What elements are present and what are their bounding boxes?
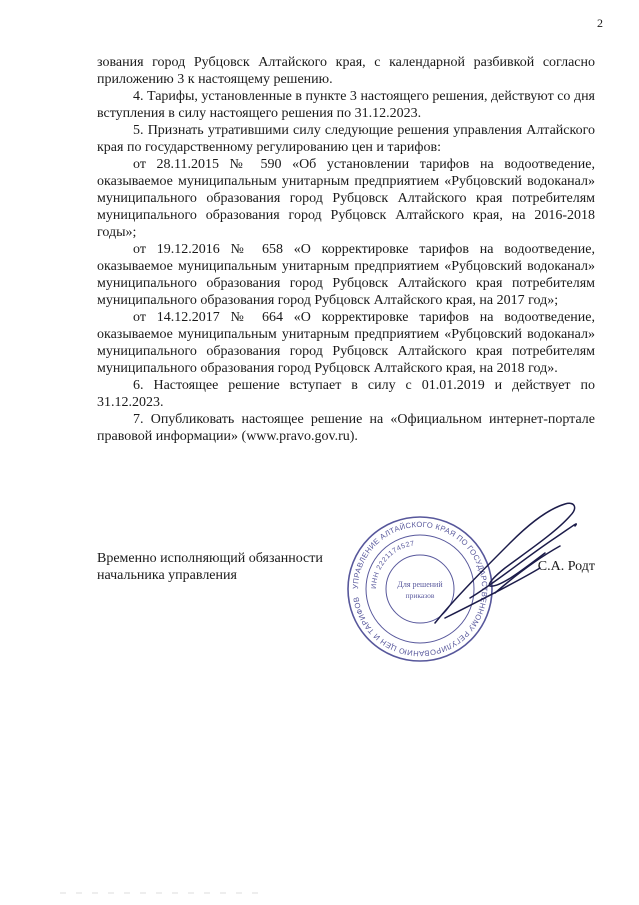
seal-outer-text: УПРАВЛЕНИЕ АЛТАЙСКОГО КРАЯ ПО ГОСУДАРСТВЕННОМУ РЕГУЛИРОВАНИЮ ЦЕН И ТАРИФОВ [350,519,490,659]
seal-center-line-2: приказов [405,591,435,600]
paragraph-repealed-decision-664: от 14.12.2017 № 664 «О корректировке тарифов на водоотведение, оказываемое муниципальным унитарным предприятием «Рубцовский водоканал» муниципального образования город Рубцовск Алтайского края потребителям муниципального образования город Рубцовск Алтайского края, на 2018 год». [97,310,595,376]
document-body [97,54,595,445]
paragraph-continuation: зования город Рубцовск Алтайского края, с календарной разбивкой согласно приложению 3 к настоящему решению. [97,55,595,87]
paragraph-item-6: 6. Настоящее решение вступает в силу с 01.01.2019 и действует по 31.12.2023. [97,378,595,410]
scan-artifact [60,891,260,895]
paragraph-item-7: 7. Опубликовать настоящее решение на «Официальном интернет-портале правовой информации» (www.pravo.gov.ru). [97,412,595,444]
paragraph-item-5: 5. Признать утратившими силу следующие решения управления Алтайского края по государственному регулированию цен и тарифов: [97,123,595,155]
page-number: 2 [597,16,603,30]
seal-center-line-1: Для решений [397,580,443,589]
signer-position-line-2: начальника управления [97,568,237,583]
signer-position [97,550,323,584]
signer-name: С.А. Родт [537,559,595,574]
paragraph-item-4: 4. Тарифы, установленные в пункте 3 настоящего решения, действуют со дня вступления в силу настоящего решения по 31.12.2023. [97,89,595,121]
signer-position-line-1: Временно исполняющий обязанности [97,551,323,566]
paragraph-repealed-decision-658: от 19.12.2016 № 658 «О корректировке тарифов на водоотведение, оказываемое муниципальным унитарным предприятием «Рубцовский водоканал» муниципального образования город Рубцовск Алтайского края потребителям муниципального образования город Рубцовск Алтайского края, на 2017 год»; [97,242,595,308]
paragraph-repealed-decision-590: от 28.11.2015 № 590 «Об установлении тарифов на водоотведение, оказываемое муниципальным унитарным предприятием «Рубцовский водоканал» муниципального образования город Рубцовск Алтайского края потребителям муниципального образования город Рубцовск Алтайского края, на 2016-2018 годы»; [97,157,595,240]
seal-inner-text: ИНН 2221174527 [370,540,416,590]
handwritten-signature [415,498,585,633]
